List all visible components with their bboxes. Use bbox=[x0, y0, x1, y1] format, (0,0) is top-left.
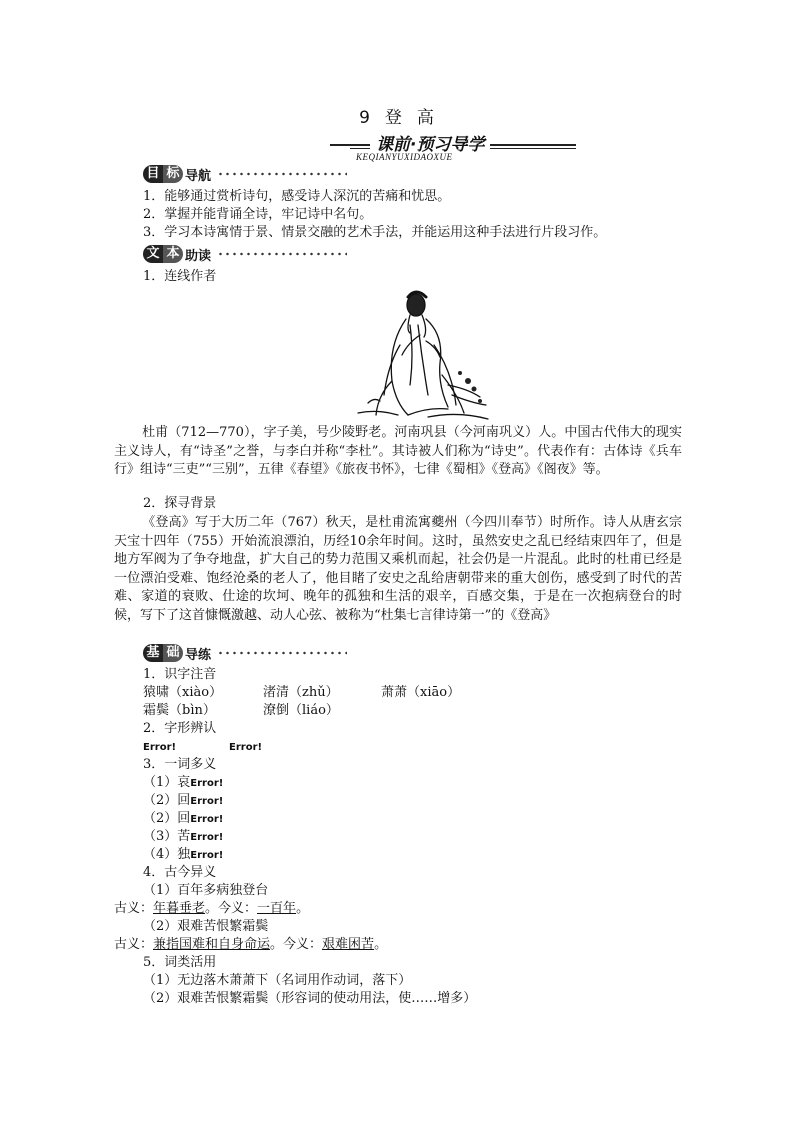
goal-2: 2．掌握并能背诵全诗，牢记诗中名句。 bbox=[143, 207, 373, 222]
gujin-1: （1）百年多病独登台 bbox=[143, 883, 269, 898]
banner-pinyin: KEQIANYUXIDAOXUE bbox=[356, 152, 453, 162]
pron-2: 渚清（zhǔ） bbox=[263, 685, 339, 700]
poly-3: （2）回Error! bbox=[143, 811, 224, 826]
reading-item-2: 2．探寻背景 bbox=[143, 496, 217, 511]
practice-item-2: 2．字形辨认 bbox=[143, 721, 217, 736]
poly-2: （2）回Error! bbox=[143, 793, 224, 808]
reading-item-1: 1．连线作者 bbox=[143, 269, 217, 284]
goal-1: 1．能够通过赏析诗句，感受诗人深沉的苦痛和忧思。 bbox=[143, 189, 451, 204]
section-banner bbox=[330, 130, 576, 155]
poly-4: （3）苦Error! bbox=[143, 829, 224, 844]
gujin-2: （2）艰难苦恨繁霜鬓 bbox=[143, 919, 269, 934]
pron-3: 萧萧（xiāo） bbox=[381, 685, 461, 700]
error-2: Error! bbox=[229, 742, 263, 753]
lesson-title: 9 登 高 bbox=[359, 108, 435, 128]
wordclass-2: （2）艰难苦恨繁霜鬓（形容词的使动用法，使……增多） bbox=[143, 991, 477, 1006]
section-goals-header: 目 标 导航 bbox=[143, 163, 347, 185]
practice-item-4: 4．古今异义 bbox=[143, 865, 217, 880]
poly-1: （1）哀Error! bbox=[143, 775, 224, 790]
poly-5: （4）独Error! bbox=[143, 847, 224, 862]
banner-text: 课前·预习导学 bbox=[370, 130, 490, 155]
practice-item-5: 5．词类活用 bbox=[143, 955, 217, 970]
gujin-1-meaning: 古义：年暮垂老。今义：一百年。 bbox=[114, 901, 310, 916]
gujin-2-meaning: 古义：兼指国难和自身命运。今义：艰难困苦。 bbox=[114, 937, 388, 952]
pron-5: 潦倒（liáo） bbox=[263, 703, 339, 718]
section-practice-header: 基 础 导练 bbox=[143, 642, 347, 664]
pron-4: 霜鬓（bìn） bbox=[143, 703, 216, 718]
practice-item-1: 1．识字注音 bbox=[143, 667, 217, 682]
goal-3: 3．学习本诗寓情于景、情景交融的艺术手法，并能运用这种手法进行片段习作。 bbox=[143, 225, 607, 240]
section-reading-header: 文 本 助读 bbox=[143, 243, 347, 265]
background-paragraph: 《登高》写于大历二年（767）秋天，是杜甫流寓夔州（今四川奉节）时所作。诗人从唐玄宗天宝十四年（755）开始流浪漂泊，历经10余年时间。这时，虽然安史之乱已经结束四年了，但是地方军阀为了争夺地盘，扩大自己的势力范围又乘机而起，社会仍是一片混乱。此时的杜甫已经是一位漂泊受难、饱经沧桑的老人了，他目睹了安史之乱给唐朝带来的重大创伤，感受到了时代的苦难、家道的衰败、仕途的坎坷、晚年的孤独和生活的艰辛，百感交集，于是在一次抱病登台的时候，写下了这首慷慨激越、动人心弦、被称为“杜集七言律诗第一”的《登高》 bbox=[114, 515, 682, 623]
pron-1: 猿啸（xiào） bbox=[143, 685, 223, 700]
practice-item-3: 3．一词多义 bbox=[143, 757, 217, 772]
du-fu-portrait-image bbox=[348, 285, 490, 425]
author-paragraph: 杜甫（712—770），字子美，号少陵野老。河南巩县（今河南巩义）人。中国古代伟大的现实主义诗人，有“诗圣”之誉，与李白并称“李杜”。其诗被人们称为“诗史”。代表作有：古体诗《兵车行》组诗“三吏”“三别”，五律《春望》《旅夜书怀》，七律《蜀相》《登高》《阁夜》等。 bbox=[114, 425, 682, 478]
wordclass-1: （1）无边落木萧萧下（名词用作动词，落下） bbox=[143, 973, 412, 988]
error-1: Error! bbox=[143, 742, 177, 753]
